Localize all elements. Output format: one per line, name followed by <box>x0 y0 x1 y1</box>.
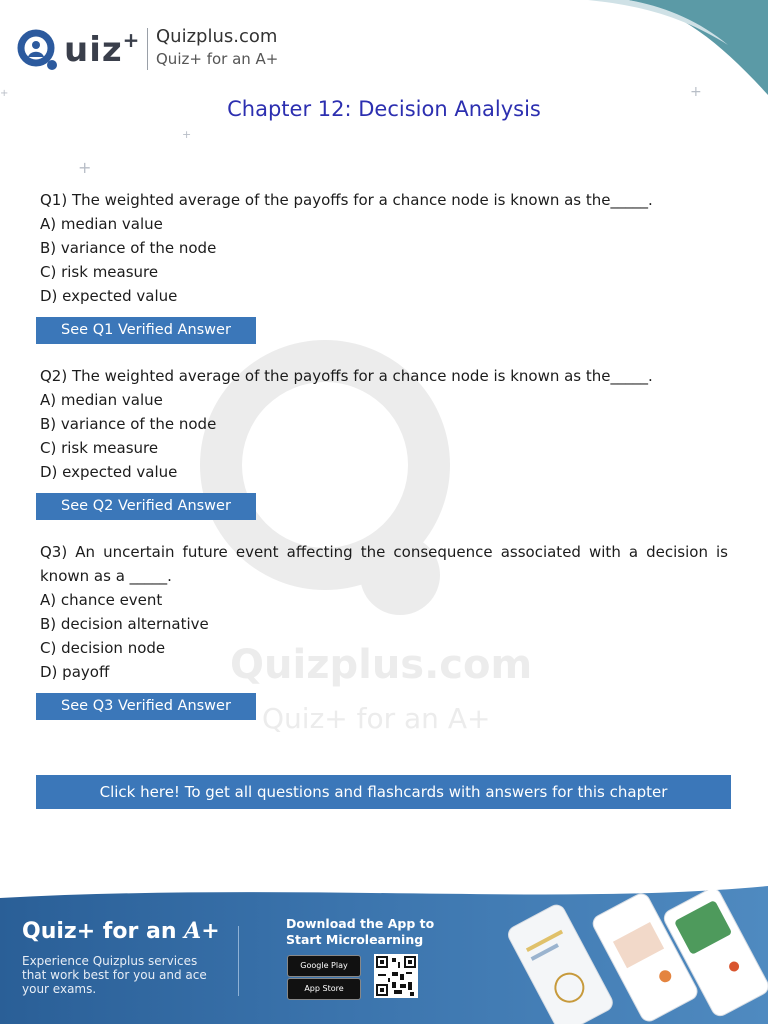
plus-decoration: + <box>182 128 192 141</box>
question-block-q3 <box>40 540 728 720</box>
footer-title-prefix: Quiz+ for an <box>22 919 185 944</box>
watermark-tagline: Quiz+ for an A+ <box>262 702 491 735</box>
app-promo-footer <box>0 880 768 1024</box>
option-a: A) chance event <box>40 591 163 609</box>
chapter-title: Chapter 12: Decision Analysis <box>227 97 541 121</box>
option-b: B) variance of the node <box>40 415 217 433</box>
question-stem: Q1) The weighted average of the payoffs for a chance node is known as the_____. <box>40 191 653 209</box>
footer-divider <box>238 926 239 996</box>
see-q1-answer-button[interactable]: See Q1 Verified Answer <box>36 317 256 344</box>
footer-title-aplus: A+ <box>184 918 220 944</box>
option-b: B) variance of the node <box>40 239 217 257</box>
quiz-q-logo-icon <box>16 28 60 72</box>
option-d: D) expected value <box>40 287 178 305</box>
option-c: C) risk measure <box>40 439 159 457</box>
brand-tagline: Quiz+ for an A+ <box>156 50 279 68</box>
footer-title <box>22 918 220 944</box>
option-a: A) median value <box>40 391 163 409</box>
option-d: D) payoff <box>40 663 110 681</box>
option-b: B) decision alternative <box>40 615 209 633</box>
see-q2-answer-button[interactable]: See Q2 Verified Answer <box>36 493 256 520</box>
option-d: D) expected value <box>40 463 178 481</box>
option-c: C) risk measure <box>40 263 159 281</box>
quizplus-logo[interactable] <box>16 24 139 76</box>
question-stem: Q2) The weighted average of the payoffs for a chance node is known as the_____. <box>40 367 653 385</box>
see-q3-answer-button[interactable]: See Q3 Verified Answer <box>36 693 256 720</box>
question-stem: Q3) An uncertain future event affecting the consequence associated with a decision is known as a _____. <box>40 543 728 585</box>
header-divider <box>147 28 148 70</box>
watermark-site: Quizplus.com <box>230 642 533 688</box>
logo-plus: + <box>122 28 140 52</box>
option-c: C) decision node <box>40 639 166 657</box>
brand-name: Quizplus.com <box>156 26 278 47</box>
option-a: A) median value <box>40 215 163 233</box>
plus-decoration: + <box>78 158 92 177</box>
google-play-badge[interactable]: Google Play <box>287 955 361 977</box>
plus-decoration: + <box>0 88 9 99</box>
app-phones-illustration <box>500 890 768 1024</box>
question-block-q1 <box>40 188 728 344</box>
qr-code-icon[interactable] <box>374 954 418 998</box>
footer-description: Experience Quizplus services that work best for you and ace your exams. <box>22 954 207 996</box>
plus-decoration: + <box>690 84 702 100</box>
logo-wordmark: uiz <box>64 30 123 70</box>
question-block-q2 <box>40 364 728 520</box>
all-questions-cta-button[interactable]: Click here! To get all questions and flashcards with answers for this chapter <box>36 775 731 809</box>
corner-swoosh-decoration <box>568 0 768 95</box>
app-store-badge[interactable]: App Store <box>287 978 361 1000</box>
download-app-text: Download the App to Start Microlearning <box>286 916 435 947</box>
